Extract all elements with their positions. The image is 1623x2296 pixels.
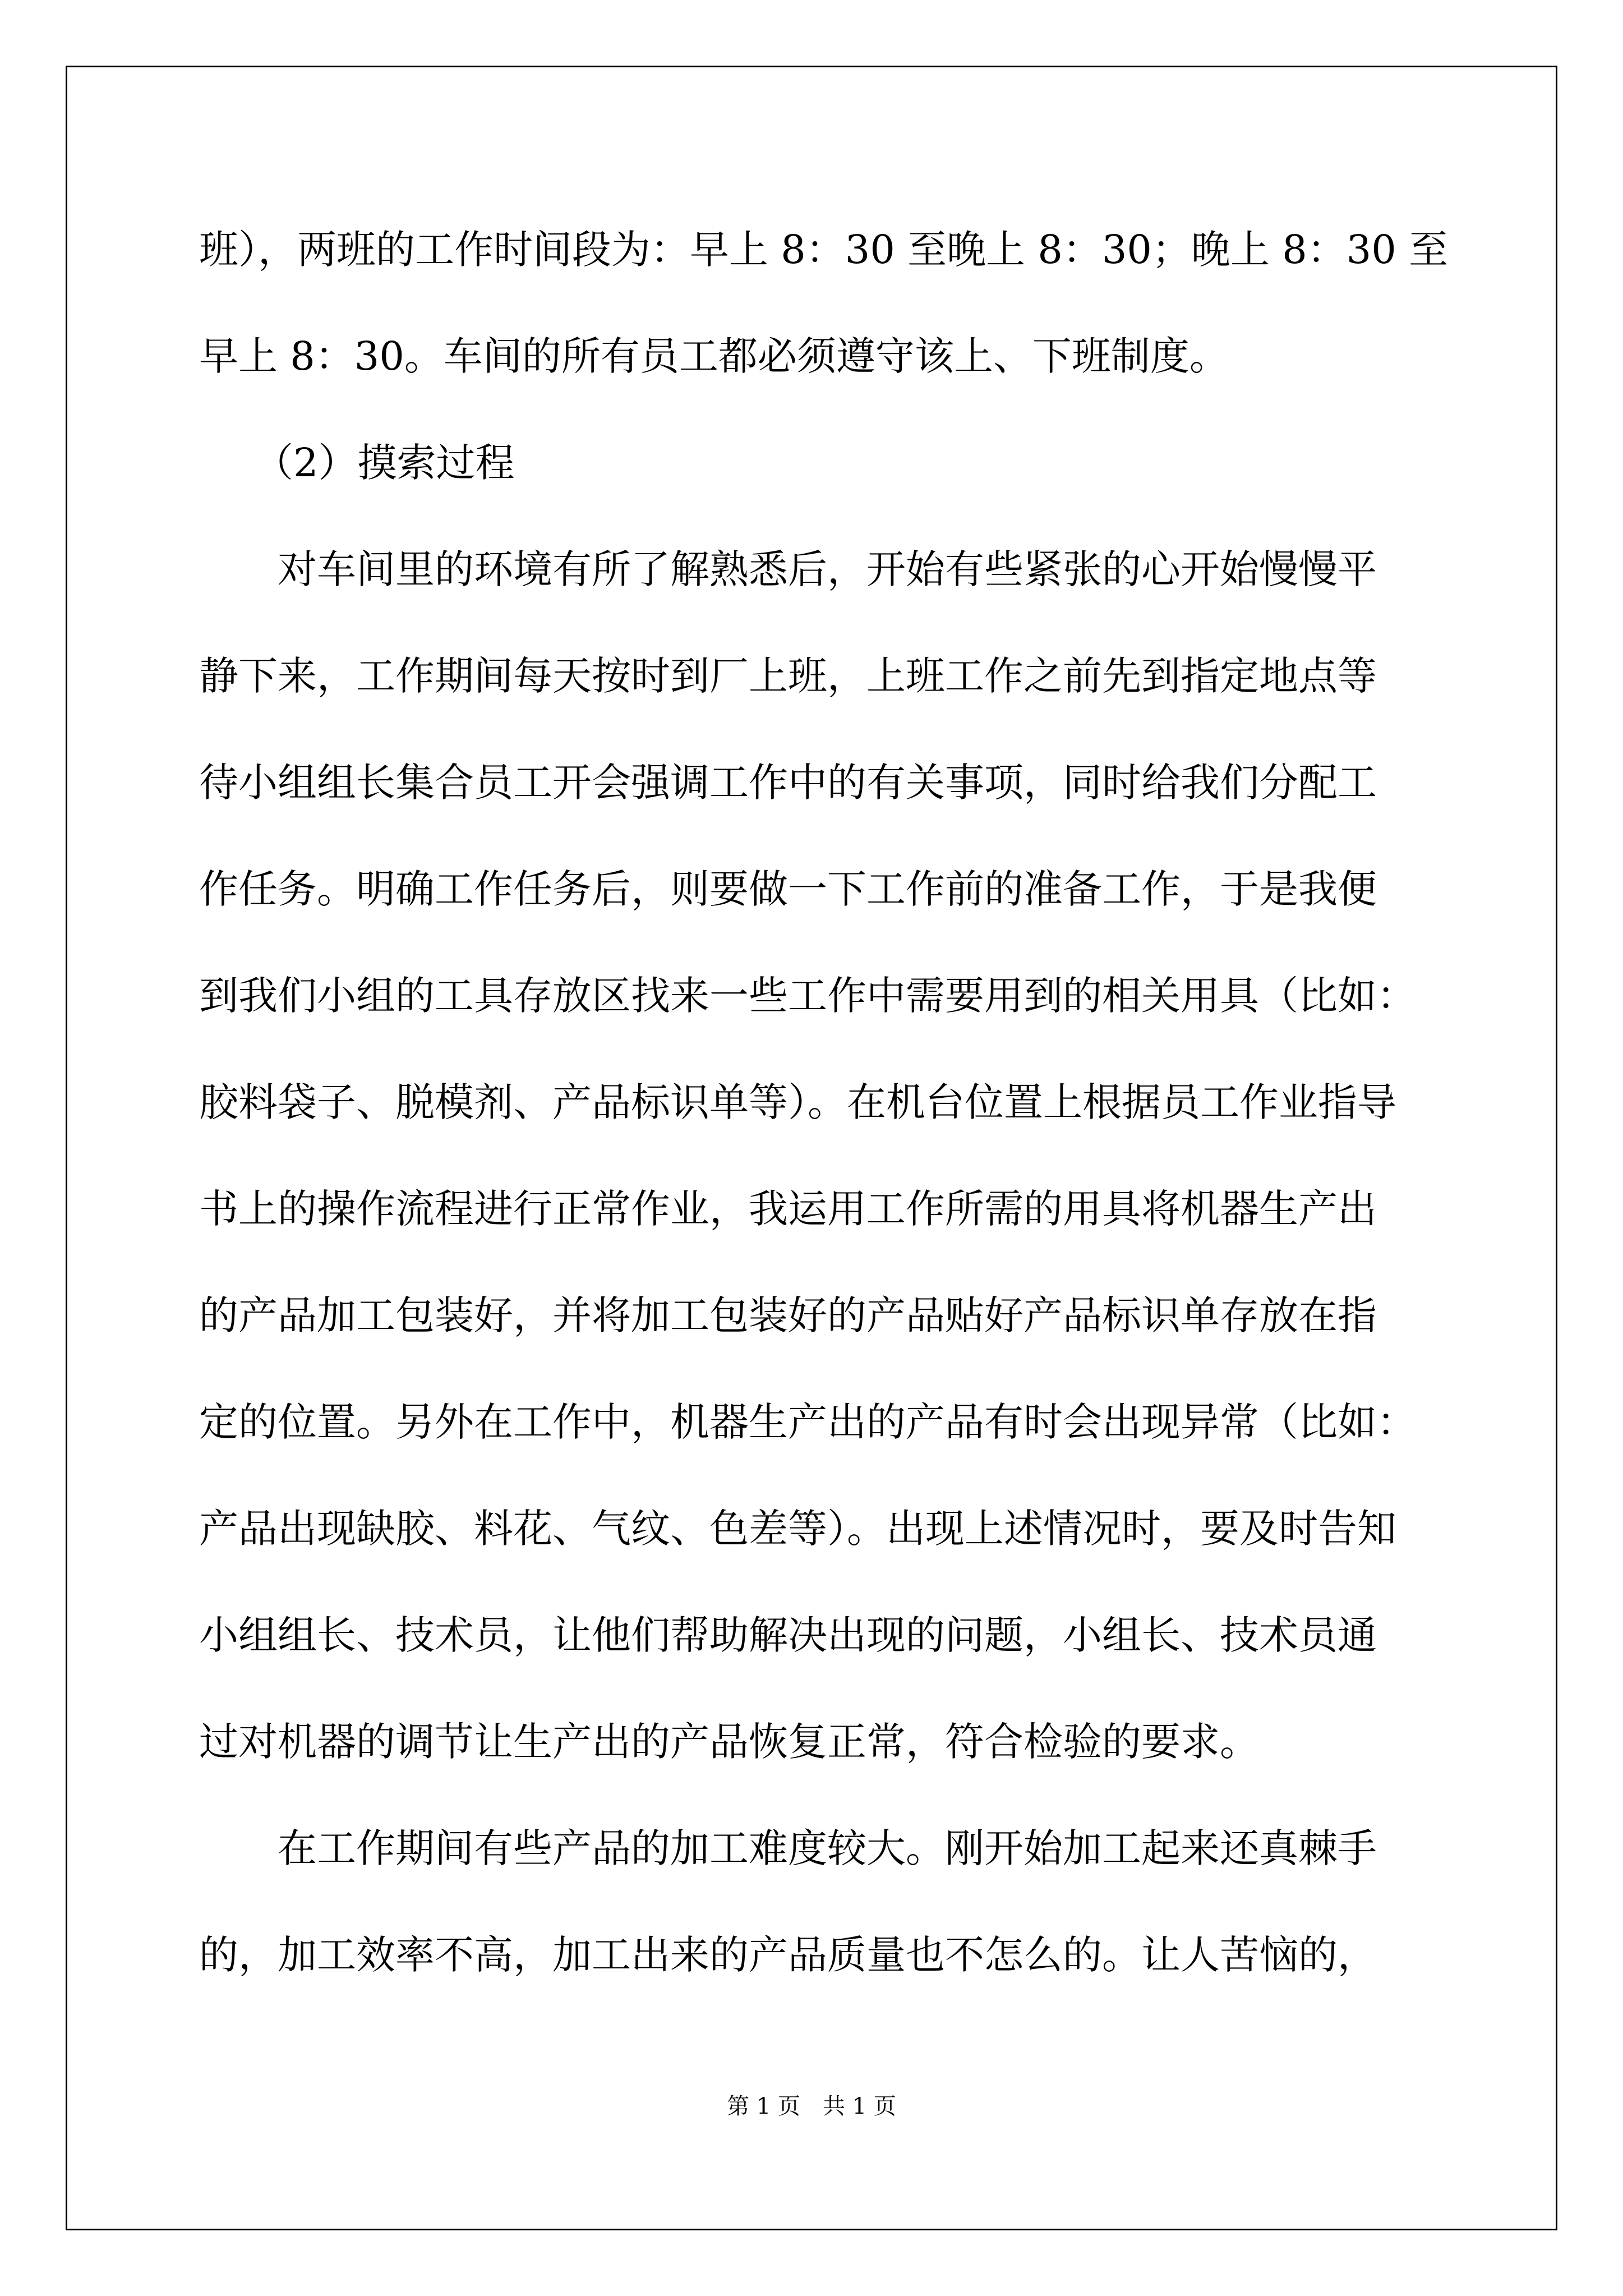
body-line-1: 班），两班的工作时间段为：早上 8：30 至晚上 8：30；晚上 8：30 至	[199, 227, 1449, 273]
body-line-7: 作任务。明确工作任务后，则要做一下工作前的准备工作，于是我便	[199, 866, 1377, 912]
body-line-6: 待小组组长集合员工开会强调工作中的有关事项，同时给我们分配工	[199, 760, 1377, 806]
body-line-13: 产品出现缺胶、料花、气纹、色差等）。出现上述情况时，要及时告知	[199, 1506, 1396, 1552]
body-line-2: 早上 8：30。车间的所有员工都必须遵守该上、下班制度。	[199, 333, 1229, 379]
body-line-12: 定的位置。另外在工作中，机器生产出的产品有时会出现异常（比如：	[199, 1399, 1416, 1445]
body-line-11: 的产品加工包装好，并将加工包装好的产品贴好产品标识单存放在指	[199, 1292, 1377, 1338]
body-line-16: 在工作期间有些产品的加工难度较大。刚开始加工起来还真棘手	[278, 1825, 1377, 1871]
body-line-14: 小组组长、技术员，让他们帮助解决出现的问题，小组长、技术员通	[199, 1612, 1377, 1658]
section-heading: （2）摸索过程	[254, 440, 515, 486]
body-line-5: 静下来，工作期间每天按时到厂上班，上班工作之前先到指定地点等	[199, 653, 1377, 699]
body-line-4: 对车间里的环境有所了解熟悉后，开始有些紧张的心开始慢慢平	[278, 546, 1377, 592]
body-line-15: 过对机器的调节让生产出的产品恢复正常，符合检验的要求。	[199, 1719, 1259, 1765]
page-border	[66, 66, 1557, 2230]
body-line-17: 的，加工效率不高，加工出来的产品质量也不怎么的。让人苦恼的，	[199, 1932, 1377, 1978]
page-footer: 第 1 页 共 1 页	[727, 2093, 896, 2119]
body-line-10: 书上的操作流程进行正常作业，我运用工作所需的用具将机器生产出	[199, 1186, 1377, 1232]
body-line-9: 胶料袋子、脱模剂、产品标识单等）。在机台位置上根据员工作业指导	[199, 1079, 1396, 1125]
body-line-8: 到我们小组的工具存放区找来一些工作中需要用到的相关用具（比如：	[199, 973, 1416, 1019]
